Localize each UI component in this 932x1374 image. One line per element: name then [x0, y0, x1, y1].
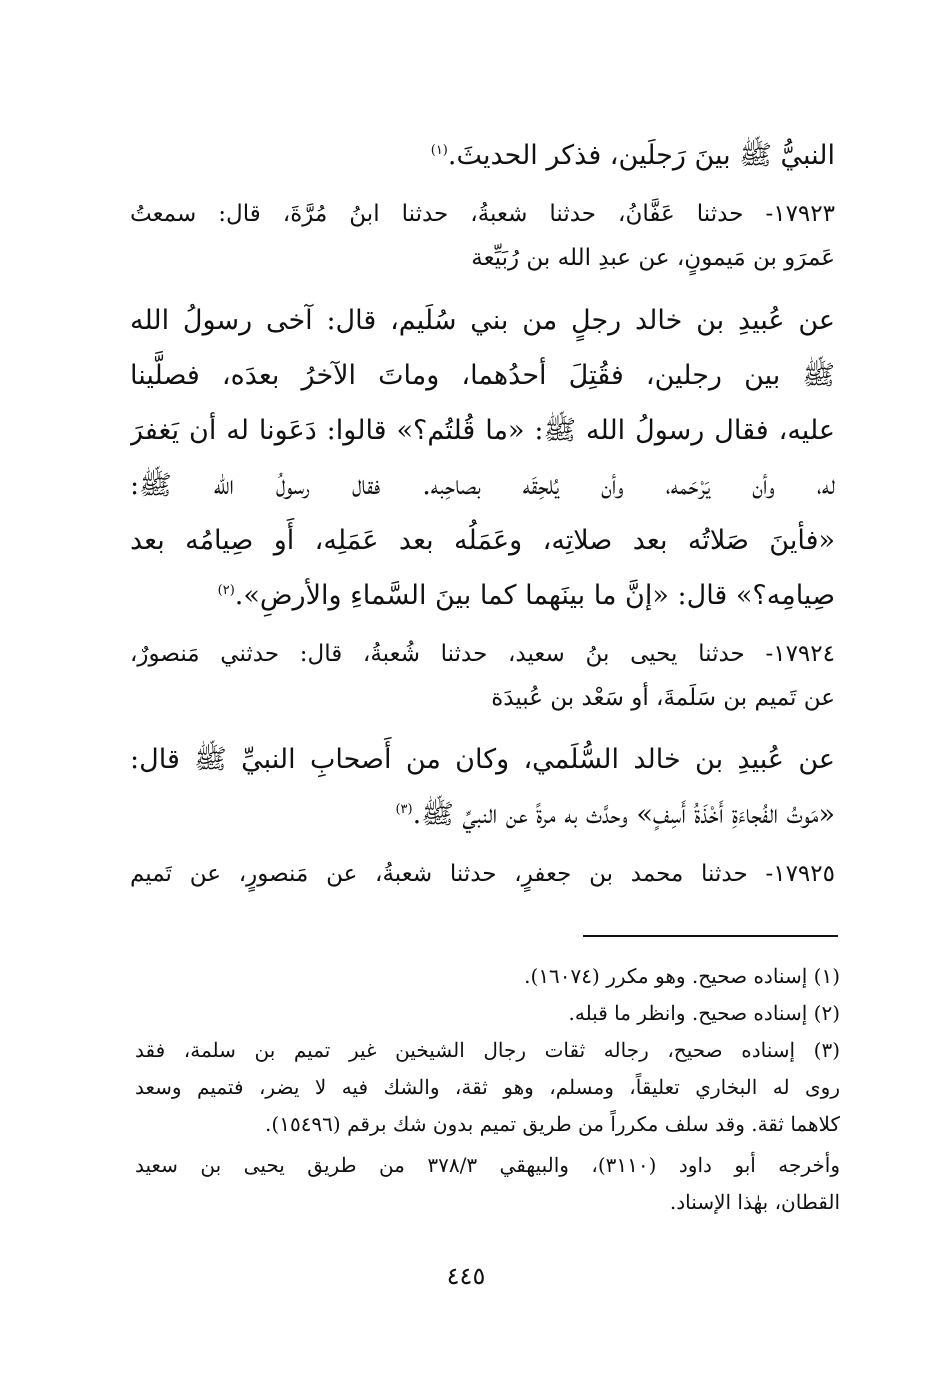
text-line: «مَوتُ الفُجاءَةِ أَخْذَةُ أَسِفٍ» وحدَّث به مرةً عن النبيِّ ﷺ. [412, 799, 835, 830]
footnote-3-line: القطان، بهٰذا الإسناد. [669, 1190, 840, 1214]
hadith-17925-isnad [130, 852, 835, 896]
main-text [130, 128, 835, 896]
text-line: «فأينَ صَلاتُه بعد صلاتِه، وعَمَلُه بعد عَمَلِه، أَو صِيامُه بعد [130, 525, 835, 556]
footnote-ref: (٣) [395, 802, 413, 817]
footnote-ref: (٢) [217, 583, 235, 598]
footnote-3-line: روى له البخاري تعليقاً، ومسلم، وهو ثقة، والشك فيه لا يضر، فتميم وسعد [135, 1075, 840, 1099]
hadith-17923-matn [130, 293, 835, 623]
text-line: ﷺ بين رجلين، فقُتِلَ أحدُهما، وماتَ الآخرُ بعدَه، فصلَّينا [130, 360, 835, 391]
text-line: عن عُبيدِ بن خالد السُّلَمي، وكان من أَصحابِ النبيِّ ﷺ قال: [130, 744, 835, 775]
text-line: عَمرَو بن مَيمونٍ، عن عبدِ الله بن رُبَيِّعة [471, 245, 835, 271]
footnote-separator [583, 935, 838, 937]
hadith-17924-isnad [130, 632, 835, 720]
text-line: ١٧٩٢٥- حدثنا محمد بن جعفرٍ، حدثنا شعبةُ، عن مَنصورٍ، عن تَميم [130, 861, 835, 887]
paragraph-continuation [130, 128, 835, 183]
text-line: عن عُبيدِ بن خالد رجلٍ من بني سُلَيم، قال: آخى رسولُ الله [130, 305, 835, 336]
page-number: ٤٤٥ [446, 1262, 486, 1290]
footnotes [135, 958, 840, 1221]
hadith-17924-matn [130, 732, 835, 842]
text-line: ١٧٩٢٣- حدثنا عَفَّانُ، حدثنا شعبةُ، حدثنا ابنُ مُرَّةَ، قال: سمعتُ [130, 201, 835, 227]
text-line: النبيُّ ﷺ بينَ رَجلَين، فذكر الحديثَ. [447, 140, 835, 171]
text-line: عن تَميم بن سَلَمةَ، أو سَعْد بن عُبيدَة [491, 685, 835, 711]
footnote-3-line: وأخرجه أبو داود (٣١١٠)، والبيهقي ٣٧٨/٣ من طريق يحيى بن سعيد [135, 1153, 840, 1177]
text-line: صِيامِه؟» قال: «إنَّ ما بينَهما كما بينَ السَّماءِ والأرضِ». [234, 580, 835, 611]
footnote-3-line: كلاهما ثقة. وقد سلف مكرراً من طريق تميم بدون شك برقم (١٥٤٩٦). [265, 1112, 840, 1136]
hadith-17923-isnad [130, 192, 835, 280]
text-line: له، وأن يَرْحَمه، وأن يُلحِقَه بصاحِبه. فقال رسولُ الله ﷺ: [130, 470, 835, 501]
footnote-3-line: (٣) إسناده صحيح، رجاله ثقات رجال الشيخين غير تميم بن سلمة، فقد [135, 1038, 840, 1062]
footnote-1: (١) إسناده صحيح. وهو مكرر (١٦٠٧٤). [524, 964, 840, 988]
text-line: ١٧٩٢٤- حدثنا يحيى بنُ سعيد، حدثنا شُعبةُ، قال: حدثني مَنصورٌ، [130, 641, 835, 667]
footnote-2: (٢) إسناده صحيح. وانظر ما قبله. [568, 1001, 840, 1025]
text-line: عليه، فقال رسولُ الله ﷺ: «ما قُلتُم؟» قالوا: دَعَونا له أن يَغفرَ [130, 415, 835, 446]
footnote-ref: (١) [430, 143, 448, 158]
